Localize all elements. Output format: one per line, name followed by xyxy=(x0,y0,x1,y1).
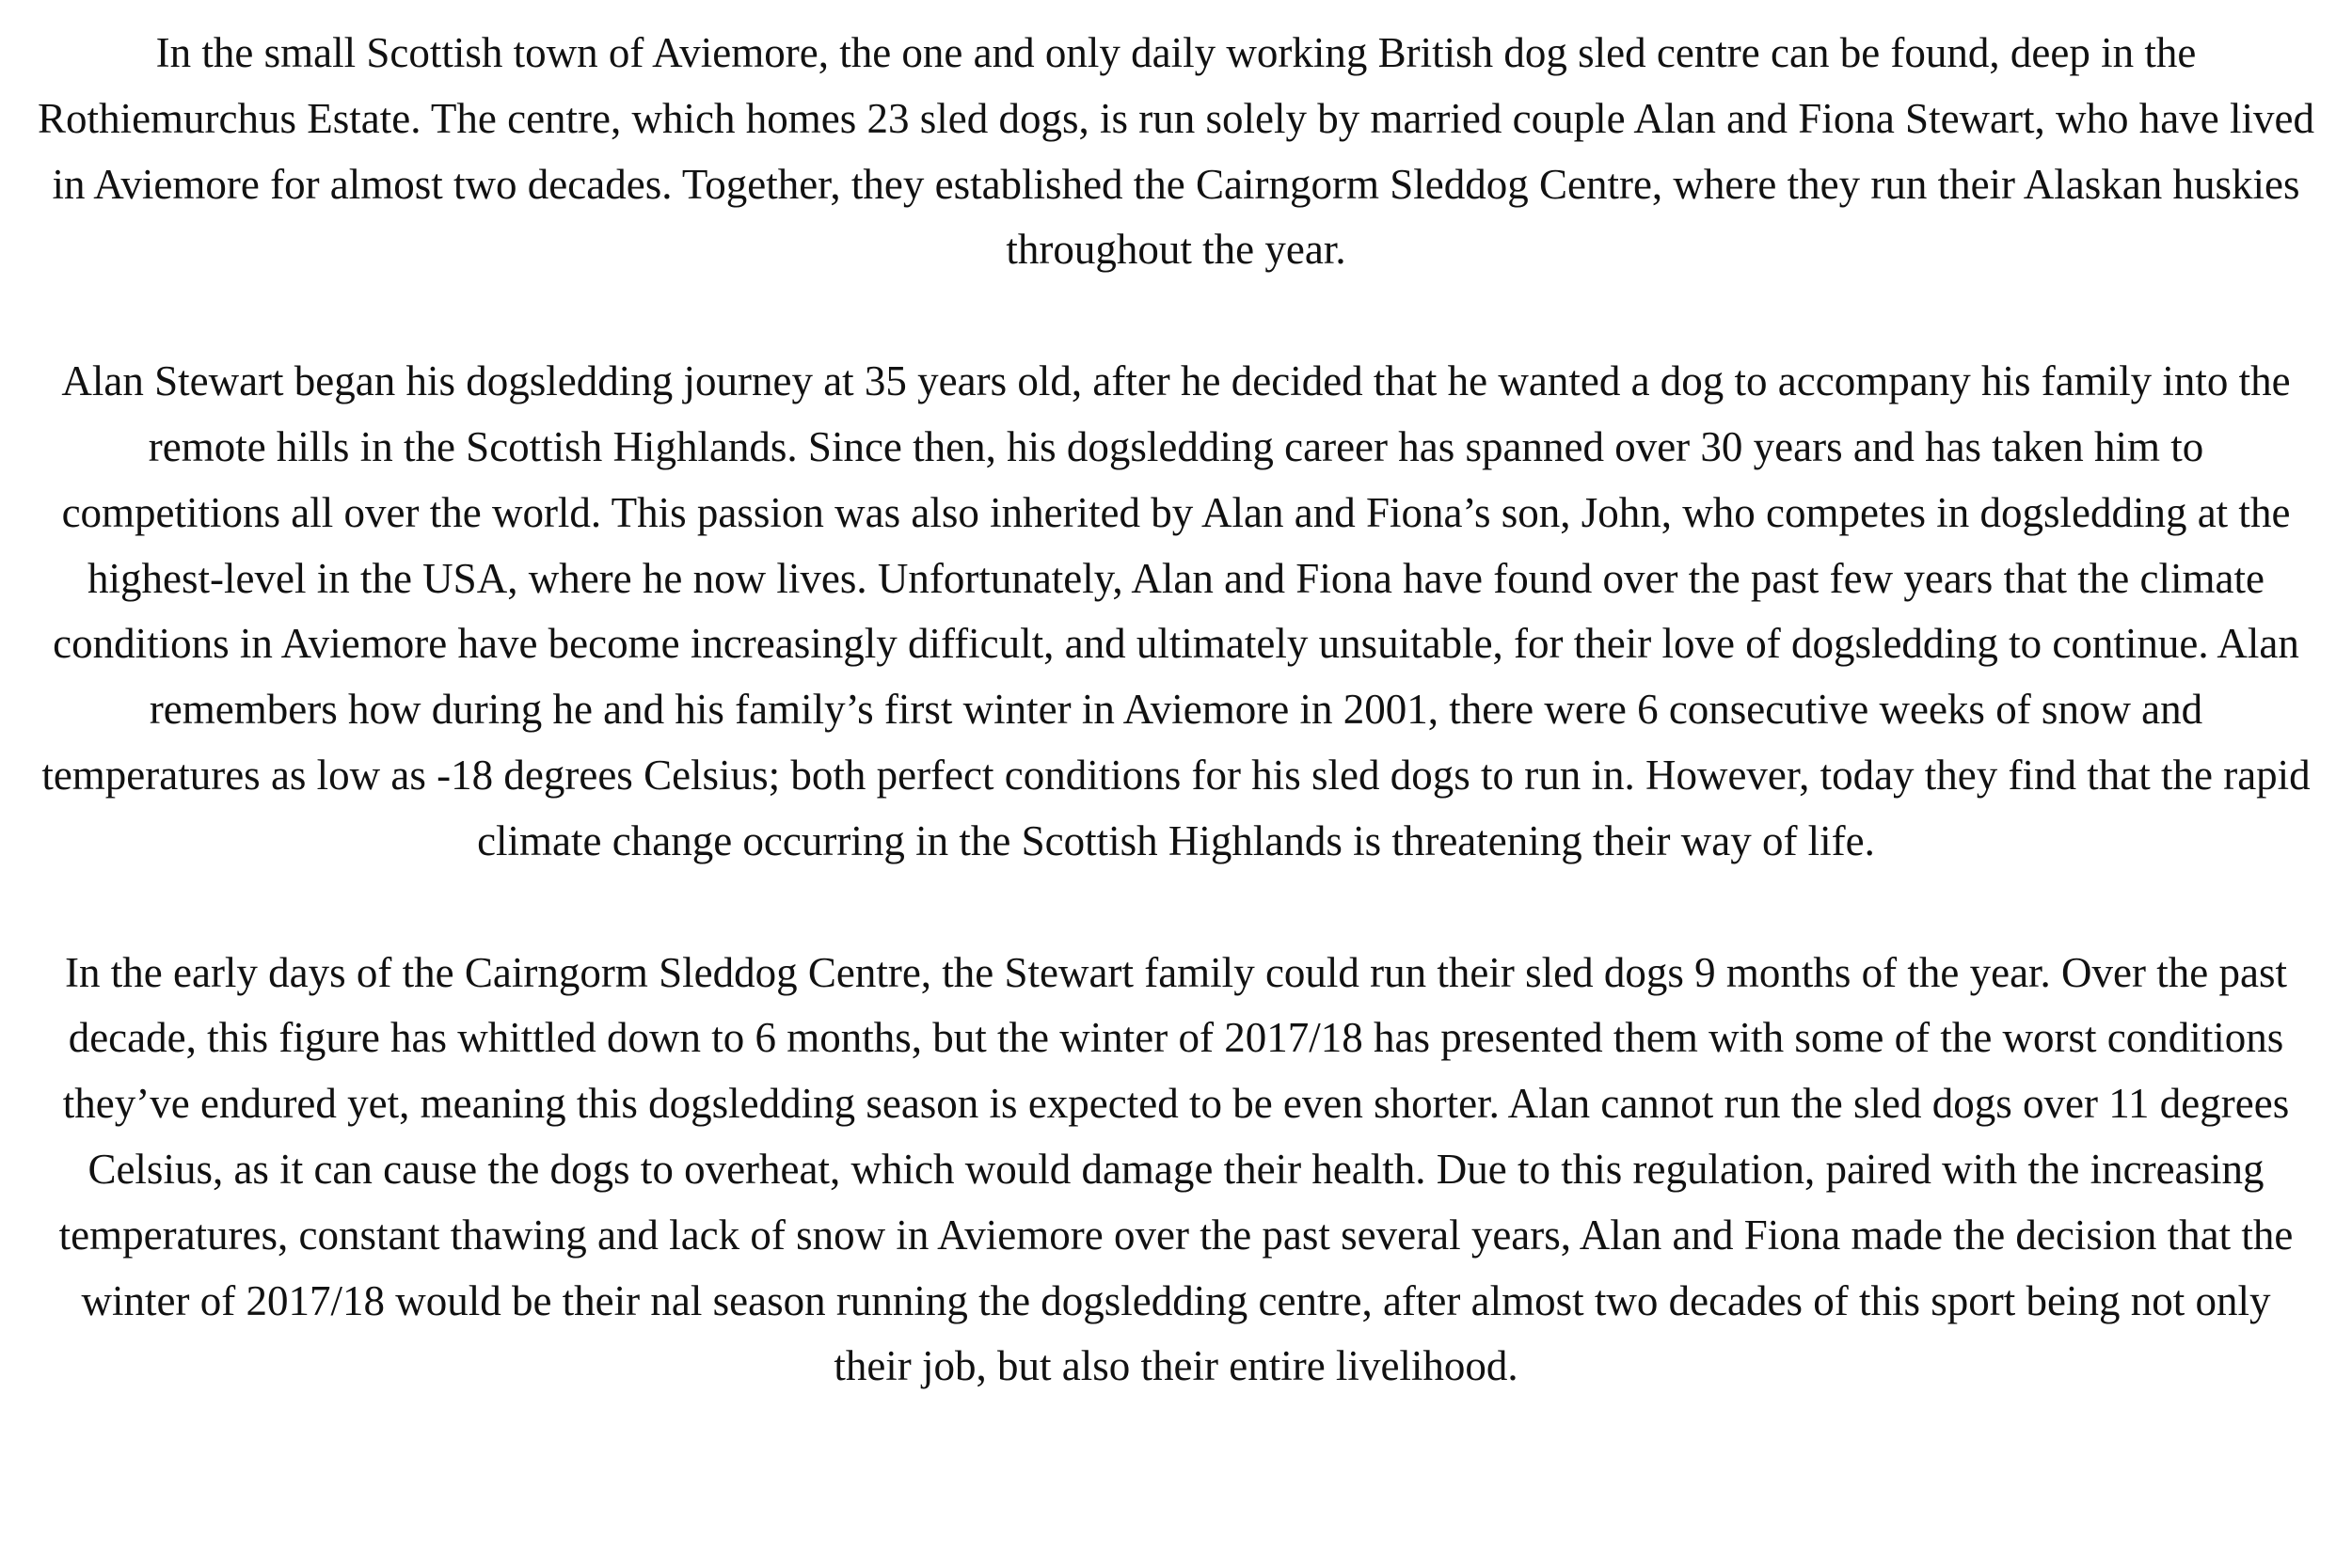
paragraph-alan-stewart: Alan Stewart began his dogsledding journey at 35 years old, after he decided that he wanted a dog to accompany his family into the remote hills in the Scottish Highlands. Since then, his dogsledding career has spanned over 30 years and has taken him to competitions all over the world. This passion was also inherited by Alan and Fiona’s son, John, who competes in dogsledding at the highest-level in the USA, where he now lives. Unfortunately, Alan and Fiona have found over the past few years that the climate conditions in Aviemore have become increasingly difficult, and ultimately unsuitable, for their love of dogsledding to continue. Alan remembers how during he and his family’s first winter in Aviemore in 2001, there were 6 consecutive weeks of snow and temperatures as low as -18 degrees Celsius; both perfect conditions for his sled dogs to run in. However, today they find that the rapid climate change occurring in the Scottish Highlands is threatening their way of life. xyxy=(41,357,2311,864)
paragraph-early-days: In the early days of the Cairngorm Sleddog Centre, the Stewart family could run their sled dogs 9 months of the year. Over the past decade, this figure has whittled down to 6 months, but the winter of 2017/18 has presented them with some of the worst conditions they’ve endured yet, meaning this dogsledding season is expected to be even shorter. Alan cannot run the sled dogs over 11 degrees Celsius, as it can cause the dogs to overheat, which would damage their health. Due to this regulation, paired with the increasing temperatures, constant thawing and lack of snow in Aviemore over the past several years, Alan and Fiona made the decision that the winter of 2017/18 would be their nal season running the dogsledding centre, after almost two decades of this sport being not only their job, but also their entire livelihood. xyxy=(58,948,2294,1390)
paragraph-intro: In the small Scottish town of Aviemore, the one and only daily working British dog sled centre can be found, deep in the Rothiemurchus Estate. The centre, which homes 23 sled dogs, is run solely by married couple Alan and Fiona Stewart, who have lived in Aviemore for almost two decades. Together, they established the Cairngorm Sleddog Centre, where they run their Alaskan huskies throughout the year. xyxy=(38,29,2314,274)
